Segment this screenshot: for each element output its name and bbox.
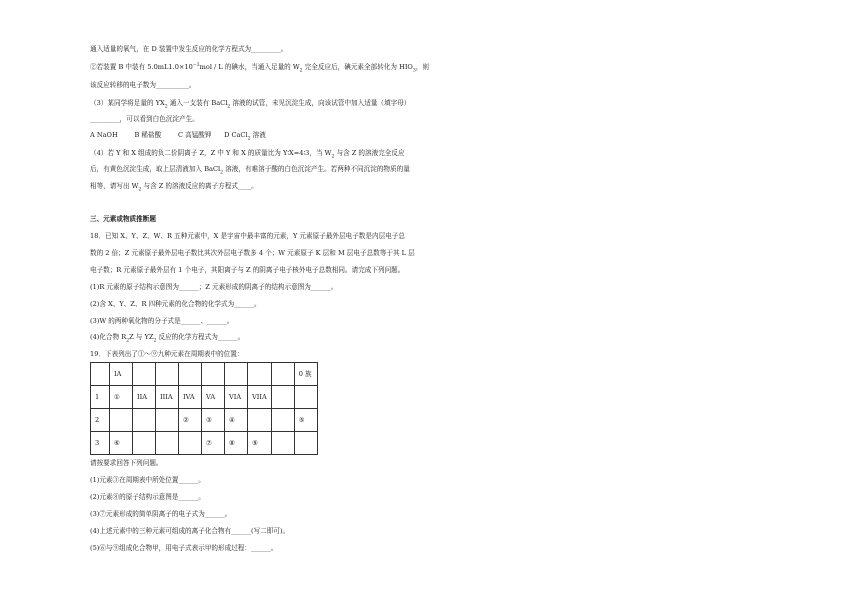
line-text: (1)元素③在周期表中所处位置______。	[90, 476, 205, 484]
line-text: 反应的化学方程式为______。	[156, 333, 245, 341]
line-text: 完全反应后，碘元素全部转化为 HIO	[302, 63, 413, 71]
table-cell: 2	[91, 409, 110, 432]
line-text: (2)含 X、Y、Z、R 四种元素的化合物的化学式为______。	[90, 300, 261, 308]
question-18-line	[90, 233, 405, 240]
line-text: 溶液，有难溶于酸的白色沉淀产生。若两种不同沉淀的物质的量	[223, 165, 410, 173]
answer-options	[90, 131, 266, 142]
table-cell: 3	[91, 432, 110, 455]
line-text: 数的 2 倍；Z 元素原子最外层电子数比其次外层电子数多 4 个；W 元素原子 K 层和 M 层电子总数等于其 L 层	[90, 249, 415, 257]
line-text: ②若装置 B 中装有 5.0mL1.0×10	[90, 63, 193, 71]
table-cell	[179, 363, 202, 386]
table-cell	[271, 432, 294, 455]
line-text: Z 与 YZ	[129, 333, 154, 341]
table-cell	[225, 363, 248, 386]
table-cell	[133, 409, 156, 432]
table-cell	[110, 409, 133, 432]
table-cell: IIIA	[156, 386, 179, 409]
question-18-line	[90, 301, 261, 308]
table-cell: VIIA	[248, 386, 272, 409]
line-text: 通入适量的氧气，在 D 装置中发生反应的化学方程式为_________。	[90, 45, 288, 53]
line-text: 该反应转移的电子数为__________。	[90, 81, 196, 89]
table-cell	[294, 386, 317, 409]
question-19-line	[90, 511, 231, 518]
table-cell: ⑤	[294, 409, 317, 432]
line-text: (3)W 的两种氧化物的分子式是______、______。	[90, 317, 234, 325]
table-cell	[156, 409, 179, 432]
subscript: 2	[220, 170, 224, 176]
table-cell: ③	[202, 409, 225, 432]
text-line	[90, 82, 196, 89]
section-heading	[90, 216, 156, 223]
table-row	[91, 386, 318, 409]
question-18-line	[90, 267, 404, 274]
line-text: 电子数；R 元素原子最外层有 1 个电子，其阳离子与 Z 的阴离子电子核外电子总数相同。请完成下列问题。	[90, 266, 405, 274]
line-text: (4)上述元素中的三种元素可组成的离子化合物有______(写二即可)。	[90, 527, 290, 535]
table-cell	[248, 363, 272, 386]
table-cell	[294, 432, 317, 455]
table-cell: 0 族	[294, 363, 317, 386]
table-cell	[156, 363, 179, 386]
line-text: A NaOH B 稀盐酸 C 高锰酸钾 D CaCl	[90, 131, 248, 139]
table-cell: ⑥	[110, 432, 133, 455]
line-text: 18．已知 X、Y、Z、W、R 五种元素中，X 是宇宙中最丰富的元素，Y 元素原子最外层电子数是内层电子总	[90, 232, 405, 240]
line-text: 请按要求回答下列问题。	[90, 459, 163, 467]
question-19-line	[90, 351, 243, 358]
line-text: ，则	[415, 63, 429, 71]
question-18-line	[90, 284, 337, 291]
table-cell	[91, 363, 110, 386]
question-19-line	[90, 494, 205, 501]
subscript: 2	[138, 187, 142, 193]
table-cell: IA	[110, 363, 133, 386]
text-line	[90, 116, 199, 123]
table-cell	[271, 386, 294, 409]
line-text: 与含 Z 的溶液完全反应	[334, 149, 405, 157]
question-18-line	[90, 250, 415, 257]
superscript: −3	[192, 62, 200, 68]
question-18-line	[90, 333, 245, 344]
subscript: 2	[247, 136, 251, 142]
question-19-line	[90, 545, 277, 552]
line-text: _________，可以看到白色沉淀产生。	[90, 115, 199, 123]
table-cell: 1	[91, 386, 110, 409]
table-cell: ⑨	[248, 432, 272, 455]
table-cell: VA	[202, 386, 225, 409]
question-18-line	[90, 318, 234, 325]
subscript: 2	[331, 154, 335, 160]
line-text: (3)⑦元素形成的简单阴离子的电子式为______。	[90, 510, 232, 518]
line-text: （4）若 Y 和 X 组成的负二价阴离子 Z，Z 中 Y 和 X 的质量比为 Y∶X=4∶3，当 W	[90, 149, 332, 157]
question-19-line	[90, 460, 163, 467]
heading-text: 三、元素或物质推断题	[90, 215, 156, 223]
table-cell	[271, 363, 294, 386]
table-cell: ④	[225, 409, 248, 432]
subscript: 2	[126, 338, 130, 344]
line-text: 相等，请写出 W	[90, 182, 139, 190]
text-line	[90, 46, 287, 53]
question-19-line	[90, 528, 289, 535]
table-cell: ①	[110, 386, 133, 409]
line-text: mol / L 的碘水，当通入足量的 W	[199, 63, 300, 71]
line-text: (5)⑥与⑨组成化合物甲，用电子式表示甲的形成过程：______。	[90, 544, 278, 552]
table-cell	[133, 432, 156, 455]
line-text: 溶液的试管，未见沉淀生成，向该试管中加入适量（填字母）	[230, 99, 411, 107]
table-cell	[248, 409, 272, 432]
subscript: 2	[164, 104, 168, 110]
table-cell: ②	[179, 409, 202, 432]
table-cell	[179, 432, 202, 455]
line-text: (2)元素⑧的原子结构示意图是______。	[90, 493, 205, 501]
text-line	[90, 99, 411, 110]
subscript: 3	[412, 68, 416, 74]
line-text: 通入一支装有 BaCl	[167, 99, 228, 107]
line-text: 后，有黄色沉淀生成，取上层清液加入 BaCl	[90, 165, 221, 173]
table-row	[91, 363, 318, 386]
line-text: 溶液	[250, 131, 266, 139]
table-cell	[202, 363, 225, 386]
subscript: 2	[227, 104, 231, 110]
table-row	[91, 409, 318, 432]
text-line	[90, 165, 410, 176]
table-cell: IIA	[133, 386, 156, 409]
subscript: 2	[299, 68, 303, 74]
text-line	[90, 149, 405, 160]
line-text: 19．下表列出了①～⑨九种元素在周期表中的位置：	[90, 350, 244, 358]
periodic-table	[90, 362, 318, 455]
table-cell: VIA	[225, 386, 248, 409]
question-19-line	[90, 477, 205, 484]
line-text: (1)R 元素的原子结构示意图为______；Z 元素形成的阴离子的结构示意图为______。	[90, 283, 338, 291]
text-line	[90, 182, 258, 193]
table-cell	[271, 409, 294, 432]
table-row	[91, 432, 318, 455]
table-cell	[156, 432, 179, 455]
line-text: (4)化合物 R	[90, 333, 127, 341]
table-cell: IVA	[179, 386, 202, 409]
table-cell	[133, 363, 156, 386]
line-text: （3）某同学将足量的 YX	[90, 99, 165, 107]
subscript: 2	[153, 338, 157, 344]
line-text: 与含 Z 的溶液反应的离子方程式____。	[141, 182, 258, 190]
table-cell: ⑧	[225, 432, 248, 455]
text-line	[90, 62, 429, 74]
table-cell: ⑦	[202, 432, 225, 455]
